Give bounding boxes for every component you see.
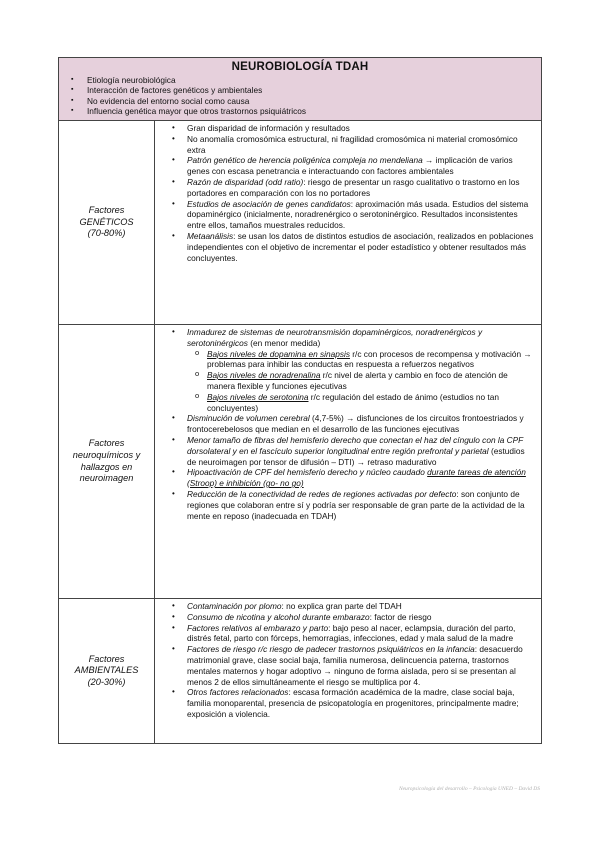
summary-table	[58, 57, 542, 744]
row-neuroquimicos	[59, 325, 541, 599]
intro-list	[67, 75, 533, 117]
sub-list-item: o Bajos niveles de serotonina r/c regulación del estado de ánimo (estudios no tan concluyentes)	[187, 392, 535, 414]
sub-list-item: o Bajos niveles de dopamina en sinapsis r/c con procesos de recompensa y motivación → problemas para inhibir las conductas en respuesta a refuerzos negativos	[187, 349, 535, 371]
intro-bullet: ▪ Influencia genética mayor que otros trastornos psiquiátricos	[67, 106, 533, 116]
row-label-text: Factores AMBIENTALES (20-30%)	[74, 653, 139, 687]
row-body	[155, 599, 541, 743]
row-geneticos	[59, 121, 541, 325]
row-label-text: Factores GENÉTICOS (70-80%)	[79, 205, 134, 239]
list-item: • No anomalía cromosómica estructural, ni fragilidad cromosómica ni material cromosómico extra	[167, 134, 535, 156]
list-item: • Contaminación por plomo: no explica gran parte del TDAH	[167, 601, 535, 612]
list-item: • Patrón genético de herencia poligénica compleja no mendeliana → implicación de varios genes con escasa penetrancia e interactuando con factores ambientales	[167, 155, 535, 177]
list-item: • Consumo de nicotina y alcohol durante embarazo: factor de riesgo	[167, 612, 535, 623]
list-item: • Disminución de volumen cerebral (4,7-5%) → disfunciones de los circuitos frontoestriados y frontocerebelosos que median en el desarrollo de las funciones ejecutivas	[167, 413, 535, 435]
sub-list-item: o Bajos niveles de noradrenalina r/c nivel de alerta y cambio en foco de atención de manera flexible y funciones ejecutivas	[187, 370, 535, 392]
row-label	[59, 121, 155, 324]
list-item: • Menor tamaño de fibras del hemisferio derecho que conectan el haz del cíngulo con la CPF dorsolateral y en el fascículo superior longitudinal entre región prefrontal y parietal (estudios de neuroimagen por tensor de difusión – DTI) → retraso madurativo	[167, 435, 535, 467]
list-item: • Estudios de asociación de genes candidatos: aproximación más usada. Estudios del sistema dopaminérgico (inicialmente, noradrenérgico o serotoninérgico. Resultados inconsistentes entre ellos, tamaños muestrales reducidos.	[167, 199, 535, 231]
row-body	[155, 121, 541, 324]
list-item: • Razón de disparidad (odd ratio): riesgo de presentar un rasgo cualitativo o trastorno en los portadores en comparación con los no portadores	[167, 177, 535, 199]
page-footer: Neuropsicología del desarrollo – Psicología UNED – David DS	[398, 786, 540, 792]
page-title: NEUROBIOLOGÍA TDAH	[231, 61, 369, 73]
row-label	[59, 325, 155, 598]
intro-bullet: ▪ Etiología neurobiológica	[67, 75, 533, 85]
row-label	[59, 599, 155, 743]
list-item: • Hipoactivación de CPF del hemisferio derecho y núcleo caudado durante tareas de atención (Stroop) e inhibición (go- no go)	[167, 467, 535, 489]
row-ambientales	[59, 599, 541, 743]
intro-bullet: ▪ Interacción de factores genéticos y ambientales	[67, 85, 533, 95]
row-label-text: Factores neuroquímicos y hallazgos en neuroimagen	[72, 438, 141, 484]
list-item: • Metaanálisis: se usan los datos de distintos estudios de asociación, realizados en poblaciones independientes con el objetivo de incrementar el poder estadístico y obtener resultados más concluyentes.	[167, 231, 535, 263]
list-item: • Reducción de la conectividad de redes de regiones activadas por defecto: son conjunto de regiones que colaboran entre sí y podría ser responsable de gran parte de la actividad de la mente en reposo (inadecuada en TDAH)	[167, 489, 535, 521]
row-body	[155, 325, 541, 598]
list-item: • Otros factores relacionados: escasa formación académica de la madre, clase social baja, familia monoparental, presencia de psicopatología en progenitores, principalmente madre; exposición a violencia.	[167, 687, 535, 719]
table-header	[59, 58, 541, 121]
list-item: • Inmadurez de sistemas de neurotransmisión dopaminérgicos, noradrenérgicos y serotoninérgicos (en menor medida) o Bajos niveles de dopamina en sinapsis r/c con procesos de recompensa y motivación → problemas para inhibir las conductas en respuesta a refuerzos negativos o Bajos niveles de noradrenalina r/c nivel de alerta y cambio en foco de atención de manera flexible y funciones ejecutivas o Bajos niveles de serotonina r/c regulación del estado de ánimo (estudios no tan concluyentes)	[167, 327, 535, 413]
list-item: • Factores de riesgo r/c riesgo de padecer trastornos psiquiátricos en la infancia: desacuerdo matrimonial grave, clase social baja, familia numerosa, delincuencia paterna, trastornos mentales maternos y hogar adoptivo → ninguno de forma aislada, pero si se presentan al menos 2 de ellos simultáneamente el riesgo se multiplica por 4.	[167, 644, 535, 687]
intro-bullet: ▪ No evidencia del entorno social como causa	[67, 96, 533, 106]
list-item: • Gran disparidad de información y resultados	[167, 123, 535, 134]
list-item: • Factores relativos al embarazo y parto: bajo peso al nacer, eclampsia, duración del parto, distrés fetal, parto con fórceps, hemorragias, infecciones, edad y mala salud de la madre	[167, 623, 535, 645]
